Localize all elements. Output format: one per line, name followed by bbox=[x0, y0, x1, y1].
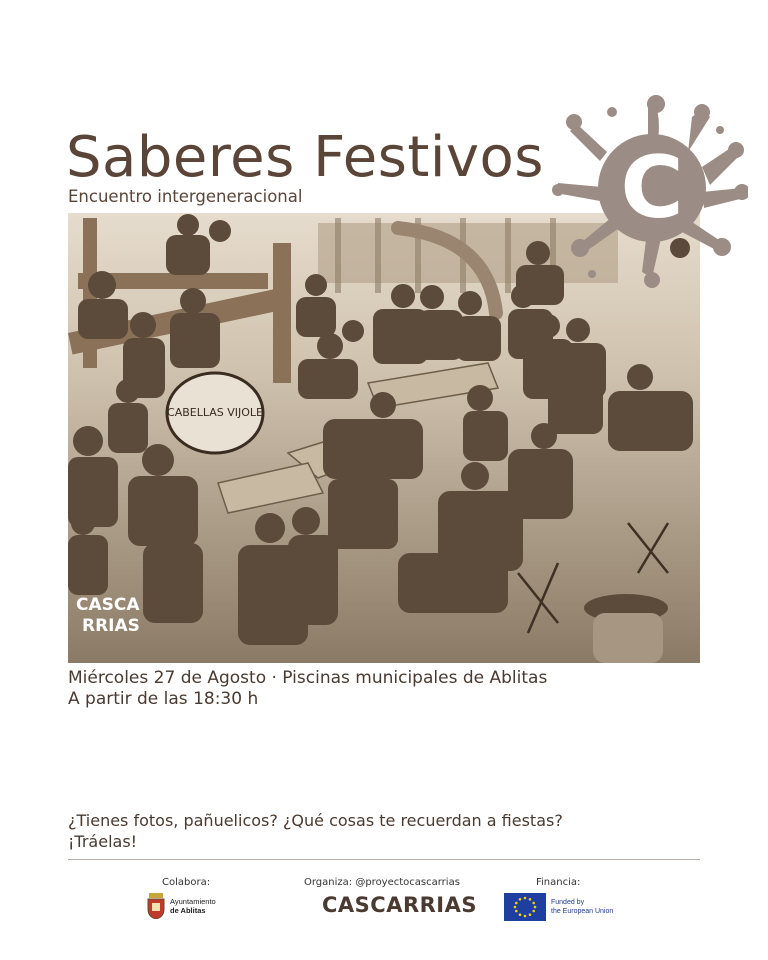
drum-text: CABELLAS VIJOLE bbox=[167, 406, 263, 419]
event-date-place: Miércoles 27 de Agosto · Piscinas municipales de Ablitas bbox=[68, 668, 548, 688]
cta-question: ¿Tienes fotos, pañuelicos? ¿Qué cosas te recuerdan a fiestas? bbox=[68, 811, 563, 830]
footer-divider bbox=[68, 859, 700, 860]
page-subtitle: Encuentro intergeneracional bbox=[68, 187, 303, 206]
cascarrias-logo: CASCARRIAS bbox=[322, 893, 477, 917]
collaborator-line1: Ayuntamiento bbox=[170, 897, 216, 906]
svg-text:CASCA: CASCA bbox=[76, 595, 140, 615]
eu-funding-logo bbox=[504, 893, 613, 921]
funder-line2: the European Union bbox=[551, 908, 614, 915]
svg-text:RRIAS: RRIAS bbox=[82, 616, 140, 636]
town-crest-icon bbox=[146, 893, 166, 919]
collaborates-label: Colabora: bbox=[162, 877, 211, 888]
eu-flag-icon bbox=[504, 893, 546, 921]
event-time: A partir de las 18:30 h bbox=[68, 689, 259, 709]
paint-splash-logo bbox=[552, 92, 748, 292]
organizes-label: Organiza: @proyectocascarrias bbox=[304, 877, 460, 888]
collaborator-line2: de Ablitas bbox=[170, 906, 206, 915]
cascarrias-photo-logo bbox=[76, 581, 144, 649]
page-title: Saberes Festivos bbox=[66, 125, 544, 190]
cta-bring-it: ¡Tráelas! bbox=[68, 832, 138, 851]
funds-label: Financia: bbox=[536, 877, 581, 888]
svg-text:C: C bbox=[620, 138, 684, 238]
ayuntamiento-logo bbox=[146, 893, 216, 919]
funder-line1: Funded by bbox=[551, 899, 585, 906]
